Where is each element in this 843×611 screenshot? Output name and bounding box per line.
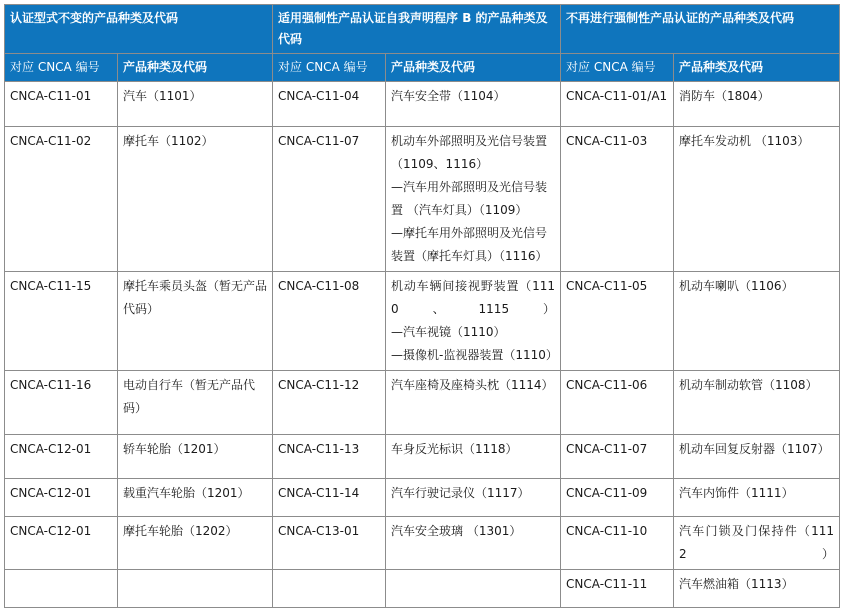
product-type-cell: [386, 371, 561, 435]
cell-line: CNCA-C12-01: [10, 442, 92, 456]
cell-line: 摩托车轮胎（1202）: [123, 524, 238, 538]
cell-line: 机动车喇叭（1106）: [679, 279, 794, 293]
product-type-cell: [386, 435, 561, 479]
cell-line: —摄像机-监视器装置（1110）: [391, 348, 558, 362]
cnca-number-cell: [561, 371, 674, 435]
table-row: [5, 479, 840, 517]
product-type-cell: [386, 479, 561, 517]
product-type-cell: [118, 479, 273, 517]
cell-line: 汽车座椅及座椅头枕（1114）: [391, 378, 554, 392]
cnca-number-cell: [561, 517, 674, 570]
cnca-number-cell: [5, 82, 118, 127]
cnca-number-cell: [273, 479, 386, 517]
header-self-declaration-b: 适用强制性产品认证自我声明程序 B 的产品种类及代码: [273, 5, 561, 54]
cell-line: 机动车辆间接视野装置（1110、1115）: [391, 279, 556, 316]
table-row: [5, 570, 840, 608]
product-type-cell: [386, 127, 561, 272]
product-type-cell: [386, 272, 561, 371]
product-type-cell: [386, 82, 561, 127]
col-cnca-number: 对应 CNCA 编号: [5, 54, 118, 82]
product-type-cell: [386, 517, 561, 570]
cell-line: CNCA-C11-08: [278, 279, 360, 293]
col-product-type: 产品种类及代码: [118, 54, 273, 82]
product-type-cell: [674, 82, 840, 127]
col-product-type: 产品种类及代码: [386, 54, 561, 82]
cell-line: CNCA-C11-10: [566, 524, 648, 538]
table-body: [5, 82, 840, 608]
col-product-type: 产品种类及代码: [674, 54, 840, 82]
product-type-cell: [118, 371, 273, 435]
product-type-cell: [674, 127, 840, 272]
product-type-cell: [118, 517, 273, 570]
cell-line: 汽车内饰件（1111）: [679, 486, 794, 500]
cnca-number-cell: [561, 82, 674, 127]
product-type-cell: [674, 517, 840, 570]
col-cnca-number: 对应 CNCA 编号: [561, 54, 674, 82]
product-type-cell: [118, 272, 273, 371]
cell-line: —摩托车用外部照明及光信号装置（摩托车灯具）（1116）: [391, 226, 548, 263]
product-type-cell: [674, 479, 840, 517]
cell-line: CNCA-C11-16: [10, 378, 92, 392]
cell-line: CNCA-C11-06: [566, 378, 648, 392]
product-type-cell: [674, 570, 840, 608]
cnca-number-cell: [273, 435, 386, 479]
cell-line: 汽车安全玻璃 （1301）: [391, 524, 522, 538]
header-no-longer-certified: 不再进行强制性产品认证的产品种类及代码: [561, 5, 840, 54]
table-row: [5, 272, 840, 371]
table-row: [5, 127, 840, 272]
col-cnca-number: 对应 CNCA 编号: [273, 54, 386, 82]
header-sub-row: [5, 54, 840, 82]
cell-line: —汽车视镜（1110）: [391, 325, 506, 339]
cell-line: CNCA-C11-09: [566, 486, 648, 500]
cnca-number-cell: [5, 435, 118, 479]
cell-line: CNCA-C12-01: [10, 486, 92, 500]
table-row: [5, 82, 840, 127]
cnca-number-cell: [273, 570, 386, 608]
cell-line: CNCA-C11-12: [278, 378, 360, 392]
cnca-number-cell: [5, 570, 118, 608]
product-type-cell: [118, 570, 273, 608]
cell-line: CNCA-C11-01/A1: [566, 89, 668, 103]
cnca-number-cell: [5, 371, 118, 435]
cell-line: 轿车轮胎（1201）: [123, 442, 226, 456]
cell-line: CNCA-C13-01: [278, 524, 360, 538]
cnca-number-cell: [273, 127, 386, 272]
cell-line: 机动车制动软管（1108）: [679, 378, 818, 392]
cnca-number-cell: [5, 517, 118, 570]
cell-line: 汽车门锁及门保持件（1112）: [679, 524, 835, 561]
cnca-number-cell: [561, 570, 674, 608]
cell-line: 摩托车发动机 （1103）: [679, 134, 810, 148]
cell-line: 机动车回复反射器（1107）: [679, 442, 830, 456]
cell-line: —汽车用外部照明及光信号装置 （汽车灯具）（1109）: [391, 180, 548, 217]
cell-line: CNCA-C11-13: [278, 442, 360, 456]
cnca-number-cell: [561, 127, 674, 272]
product-type-cell: [674, 435, 840, 479]
cell-line: 摩托车乘员头盔（暂无产品代码）: [123, 279, 268, 316]
cell-line: CNCA-C11-14: [278, 486, 360, 500]
cnca-number-cell: [5, 272, 118, 371]
cell-line: 汽车燃油箱（1113）: [679, 577, 794, 591]
table-row: [5, 371, 840, 435]
cell-line: 车身反光标识（1118）: [391, 442, 518, 456]
table-row: [5, 435, 840, 479]
cell-line: CNCA-C11-02: [10, 134, 92, 148]
cell-line: 摩托车（1102）: [123, 134, 214, 148]
cnca-number-cell: [273, 82, 386, 127]
product-type-cell: [674, 272, 840, 371]
cell-line: 电动自行车（暂无产品代码）: [123, 378, 256, 415]
cnca-number-cell: [273, 272, 386, 371]
cell-line: 汽车（1101）: [123, 89, 202, 103]
header-group-row: [5, 5, 840, 54]
cnca-number-cell: [561, 435, 674, 479]
cell-line: 载重汽车轮胎（1201）: [123, 486, 250, 500]
cell-line: CNCA-C11-03: [566, 134, 648, 148]
cell-line: 汽车安全带（1104）: [391, 89, 506, 103]
cell-line: CNCA-C12-01: [10, 524, 92, 538]
cnca-number-cell: [5, 127, 118, 272]
cell-line: CNCA-C11-11: [566, 577, 648, 591]
cnca-number-cell: [273, 517, 386, 570]
cell-line: CNCA-C11-01: [10, 89, 92, 103]
cell-line: 机动车外部照明及光信号装置（1109、1116）: [391, 134, 548, 171]
product-type-cell: [674, 371, 840, 435]
table-row: [5, 517, 840, 570]
cell-line: CNCA-C11-07: [278, 134, 360, 148]
cnca-number-cell: [273, 371, 386, 435]
cell-line: CNCA-C11-04: [278, 89, 360, 103]
product-category-table: [4, 4, 840, 608]
cell-line: 汽车行驶记录仪（1117）: [391, 486, 530, 500]
cell-line: 消防车（1804）: [679, 89, 770, 103]
product-type-cell: [118, 127, 273, 272]
product-type-cell: [386, 570, 561, 608]
cell-line: CNCA-C11-05: [566, 279, 648, 293]
cell-line: CNCA-C11-07: [566, 442, 648, 456]
cnca-number-cell: [561, 272, 674, 371]
header-unchanged-certification: 认证型式不变的产品种类及代码: [5, 5, 273, 54]
cnca-number-cell: [561, 479, 674, 517]
product-type-cell: [118, 82, 273, 127]
cnca-number-cell: [5, 479, 118, 517]
product-type-cell: [118, 435, 273, 479]
cell-line: CNCA-C11-15: [10, 279, 92, 293]
